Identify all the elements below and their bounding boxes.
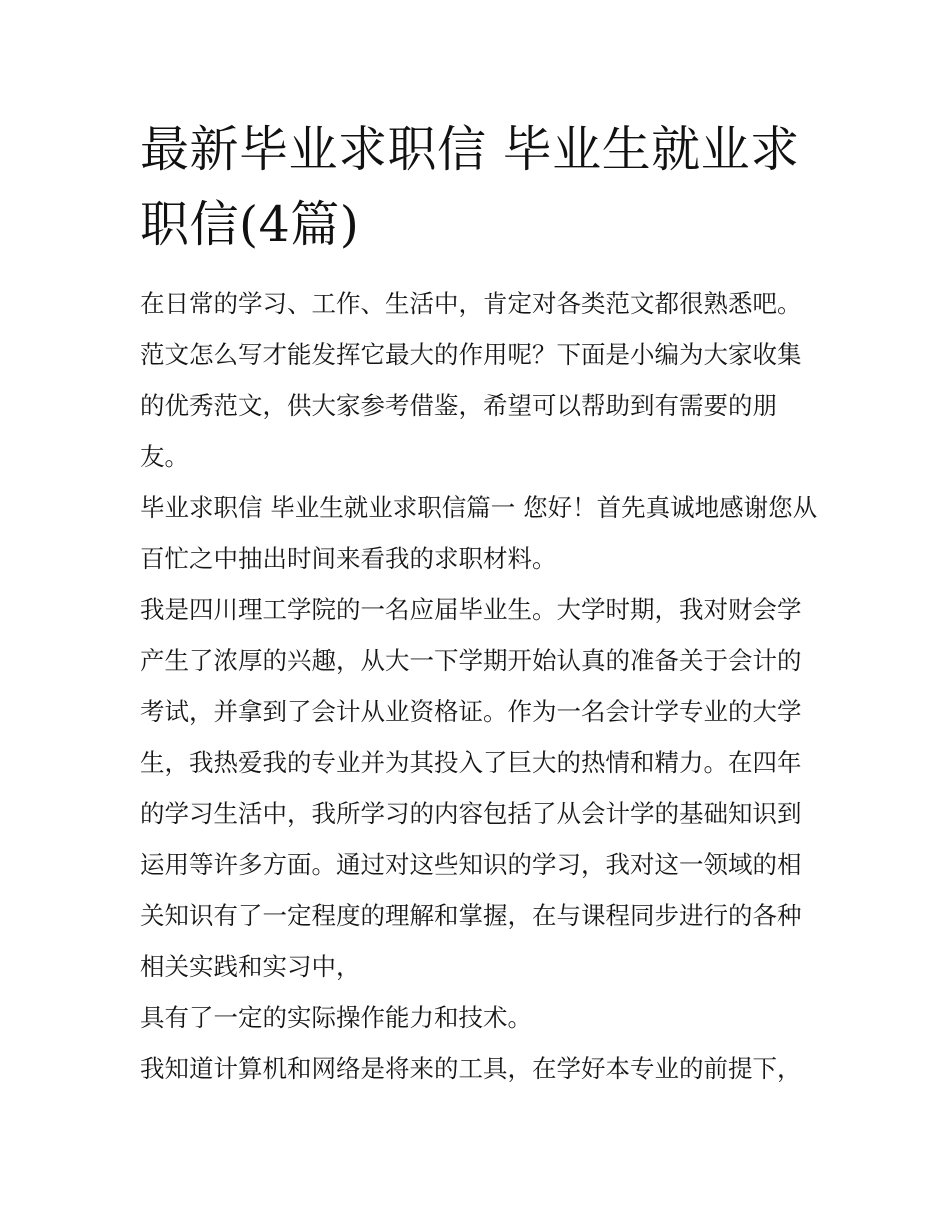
document-body bbox=[140, 278, 818, 1094]
paragraph-skills: 具有了一定的实际操作能力和技术。 bbox=[140, 1003, 532, 1032]
paragraph-greeting: 毕业求职信 毕业生就业求职信篇一 您好！首先真诚地感谢您从百忙之中抽出时间来看我的求职材料。 bbox=[140, 493, 818, 573]
paragraph-background: 我是四川理工学院的一名应届毕业生。大学时期，我对财会学产生了浓厚的兴趣，从大一下学期开始认真的准备关于会计的考试，并拿到了会计从业资格证。作为一名会计学专业的大学生，我热爱我的专业并为其投入了巨大的热情和精力。在四年的学习生活中，我所学习的内容包括了从会计学的基础知识到运用等许多方面。通过对这些知识的学习，我对这一领域的相关知识有了一定程度的理解和掌握，在与课程同步进行的各种相关实践和实习中， bbox=[140, 595, 802, 981]
paragraph-intro: 在日常的学习、工作、生活中，肯定对各类范文都很熟悉吧。范文怎么写才能发挥它最大的作用呢？下面是小编为大家收集的优秀范文，供大家参考借鉴，希望可以帮助到有需要的朋友。 bbox=[140, 289, 802, 471]
document-title: 最新毕业求职信 毕业生就业求职信(4篇) bbox=[140, 121, 800, 253]
paragraph-computer: 我知道计算机和网络是将来的工具，在学好本专业的前提下， bbox=[140, 1054, 802, 1083]
